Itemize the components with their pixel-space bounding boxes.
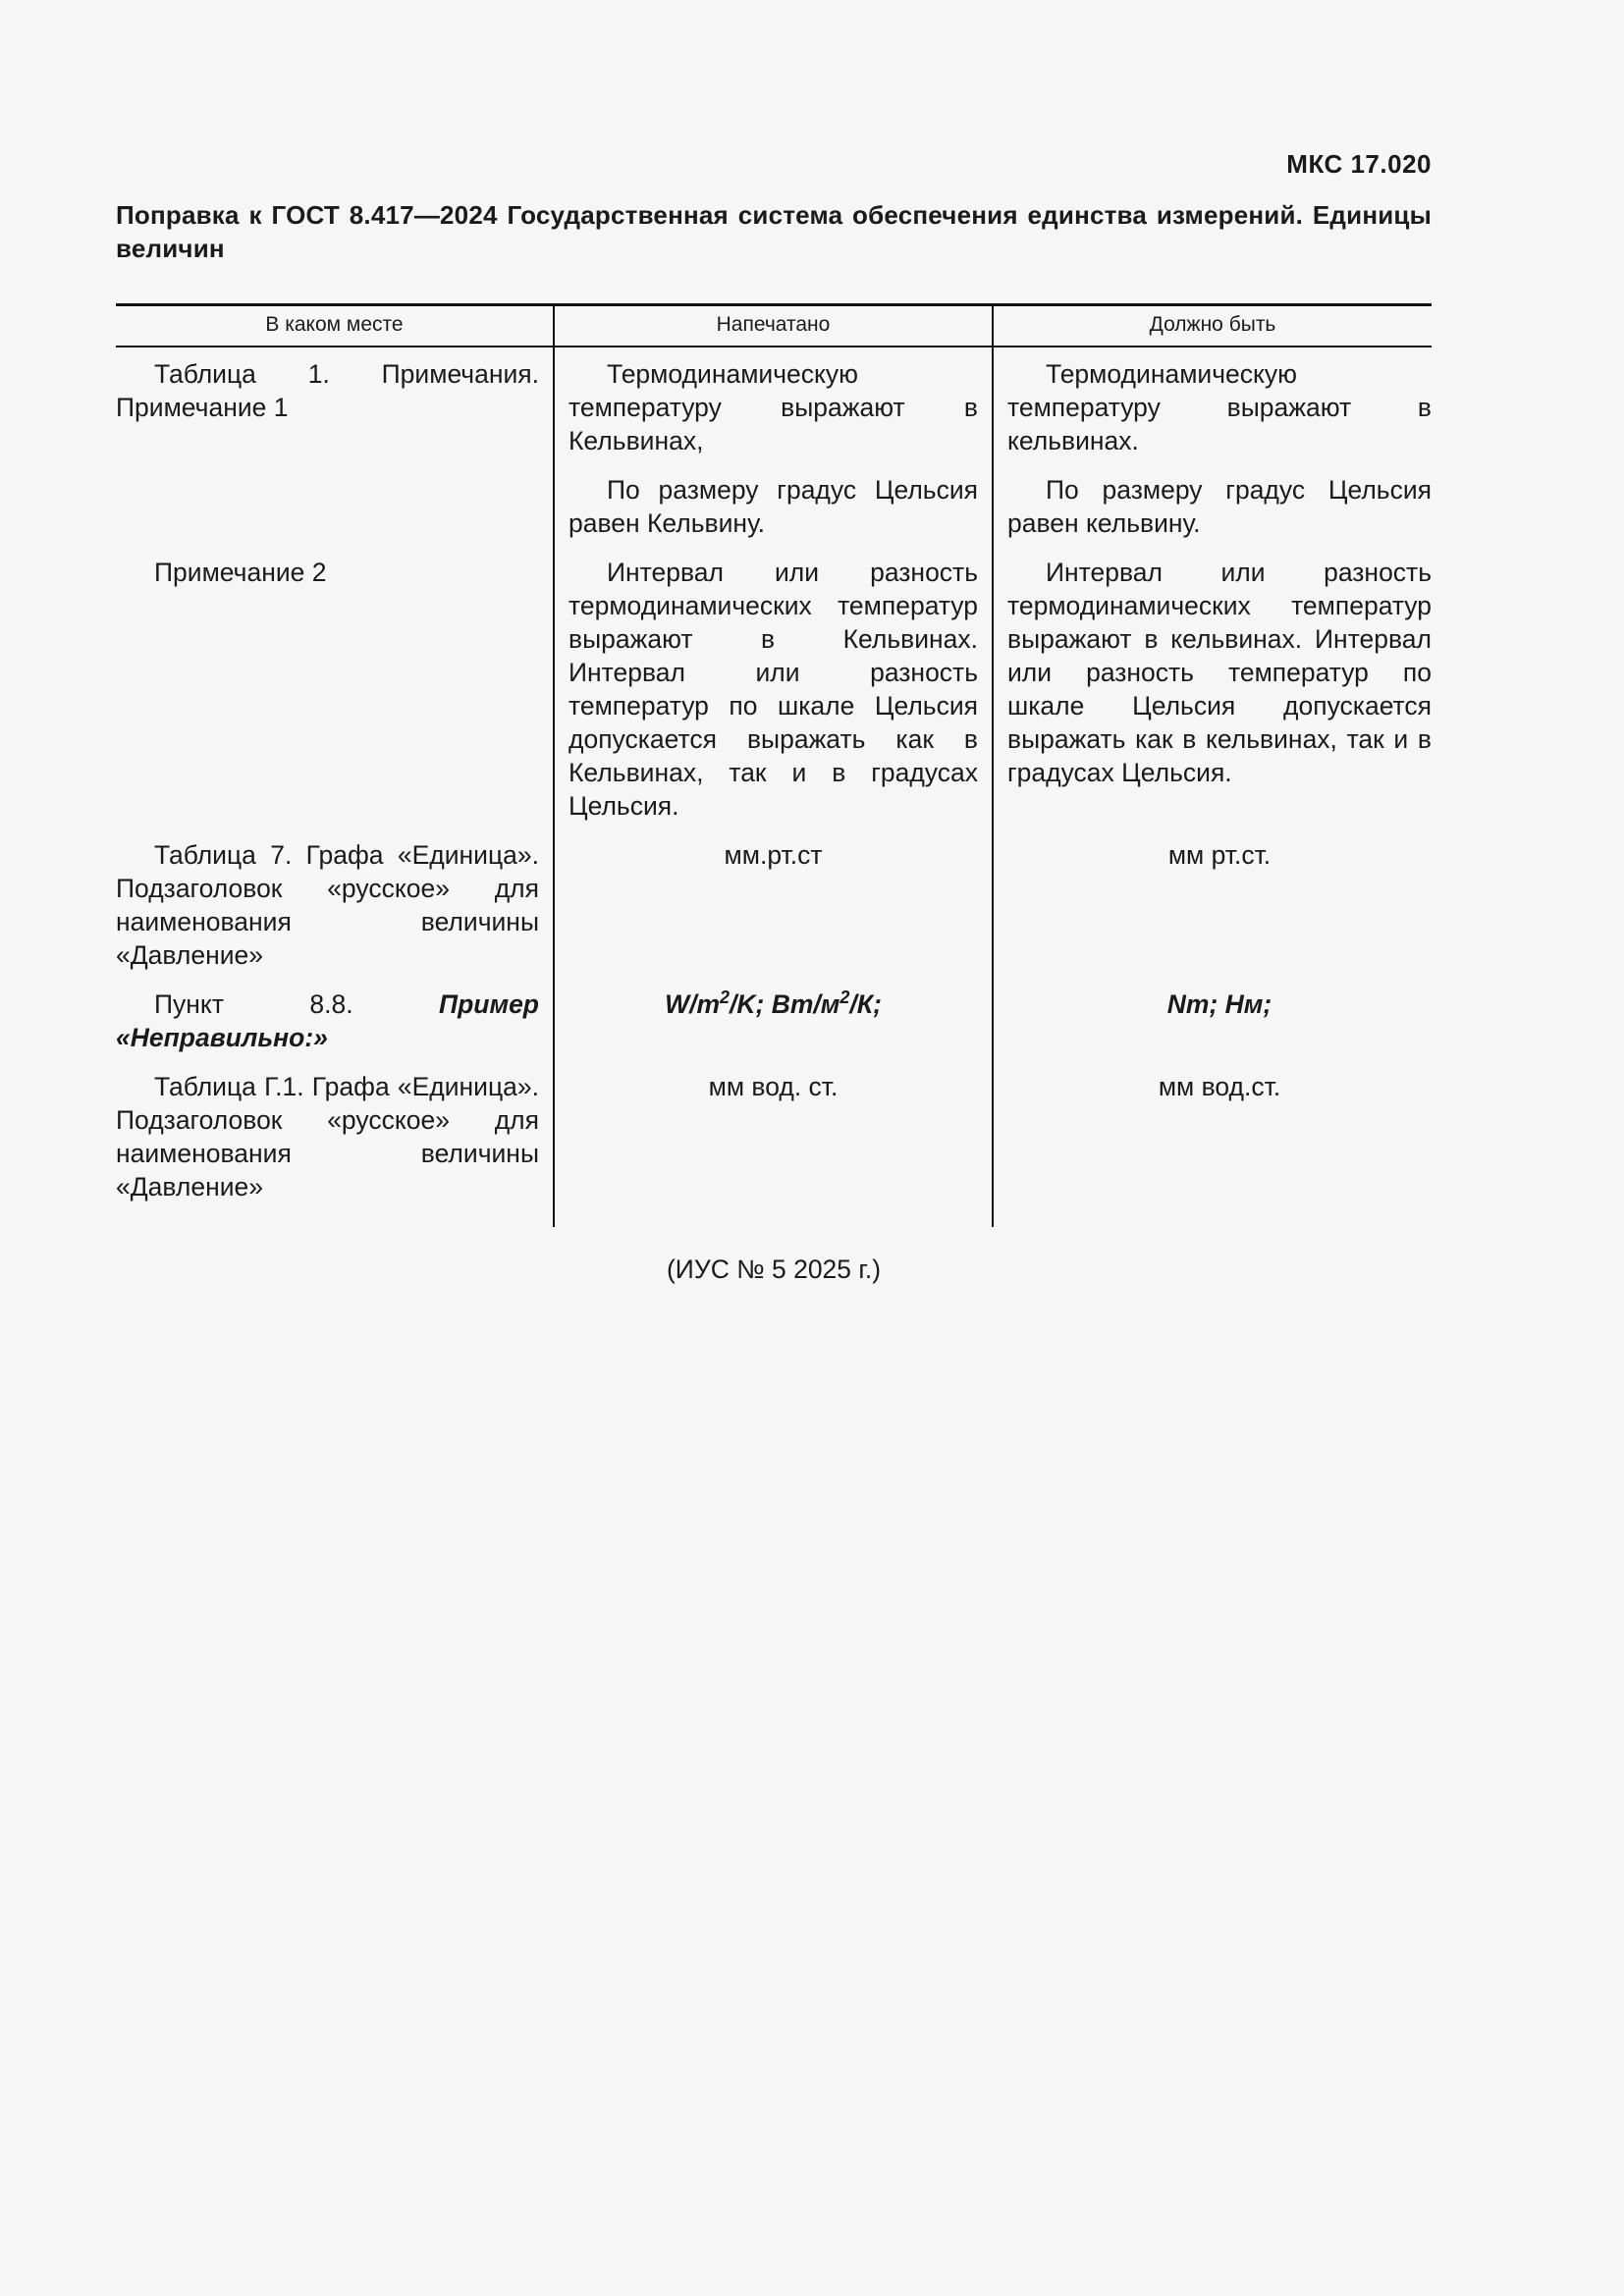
cell-place <box>116 1070 554 1227</box>
cell-place <box>116 556 554 838</box>
place-text: Таблица Г.1. Графа «Единица». Подзаголовок «русское» для наименования величины «Давление» <box>116 1072 539 1201</box>
cell-should-be <box>993 556 1432 838</box>
place-emphasis: Пример «Неправильно:» <box>116 989 539 1052</box>
place-text: Таблица 7. Графа «Единица». Подзаголовок «русское» для наименования величины «Давление» <box>116 840 539 970</box>
printed-text: мм вод. ст. <box>708 1072 839 1101</box>
table-header-row <box>116 305 1432 347</box>
printed-part-c: /К; <box>849 989 882 1019</box>
printed-part-b: /K; Вт/м <box>730 989 840 1019</box>
should-be-text: Термодинамическую температуру выражают в кельвинах. <box>1007 359 1432 455</box>
should-be-text: По размеру градус Цельсия равен кельвину. <box>1007 475 1432 538</box>
column-header-place: В каком месте <box>116 305 554 347</box>
cell-place <box>116 347 554 473</box>
table-row <box>116 473 1432 556</box>
cell-printed <box>554 838 993 988</box>
printed-exponent-2: 2 <box>839 988 850 1008</box>
cell-should-be <box>993 473 1432 556</box>
printed-text: мм.рт.ст <box>724 840 823 870</box>
printed-text: Интервал или разность термодинамических температур выражают в Кельвинах. Интервал или разность температур по шкале Цельсия допускается выражать как в Кельвинах, так и в градусах Цельсия. <box>568 558 978 821</box>
cell-printed <box>554 473 993 556</box>
table-row <box>116 988 1432 1070</box>
table-row <box>116 838 1432 988</box>
amendment-table <box>116 303 1432 1227</box>
ius-reference: (ИУС № 5 2025 г.) <box>666 1255 882 1284</box>
place-prefix: Пункт 8.8. <box>154 989 440 1019</box>
place-text: Примечание 2 <box>154 558 327 587</box>
place-text <box>116 988 539 1054</box>
place-text: Таблица 1. Примечания. Примечание 1 <box>116 359 539 422</box>
cell-should-be <box>993 838 1432 988</box>
printed-part-a: W/m <box>665 989 721 1019</box>
table-row <box>116 347 1432 473</box>
cell-printed <box>554 347 993 473</box>
amendment-title: Поправка к ГОСТ 8.417—2024 Государственная система обеспечения единства измерений. Единицы величин <box>116 200 1432 263</box>
table-row <box>116 556 1432 838</box>
printed-text: Термодинамическую температуру выражают в Кельвинах, <box>568 359 978 455</box>
cell-place <box>116 838 554 988</box>
printed-text: По размеру градус Цельсия равен Кельвину. <box>568 475 978 538</box>
should-be-text: Nm; Нм; <box>1166 989 1272 1019</box>
column-header-printed: Напечатано <box>554 305 993 347</box>
mks-code: МКС 17.020 <box>1286 149 1432 179</box>
printed-text <box>568 988 978 1021</box>
printed-exponent-1: 2 <box>720 988 731 1008</box>
cell-place <box>116 988 554 1070</box>
should-be-text: мм вод.ст. <box>1158 1072 1281 1101</box>
cell-printed <box>554 1070 993 1227</box>
should-be-text: мм рт.ст. <box>1167 840 1272 870</box>
cell-printed <box>554 988 993 1070</box>
should-be-text: Интервал или разность термодинамических температур выражают в кельвинах. Интервал или разность температур по шкале Цельсия допускается выражать как в кельвинах, так и в градусах Цельсия. <box>1007 558 1432 787</box>
cell-printed <box>554 556 993 838</box>
column-header-should-be: Должно быть <box>993 305 1432 347</box>
cell-should-be <box>993 1070 1432 1227</box>
cell-should-be <box>993 347 1432 473</box>
cell-place <box>116 473 554 556</box>
cell-should-be <box>993 988 1432 1070</box>
table-row <box>116 1070 1432 1227</box>
document-page <box>116 147 1432 1286</box>
